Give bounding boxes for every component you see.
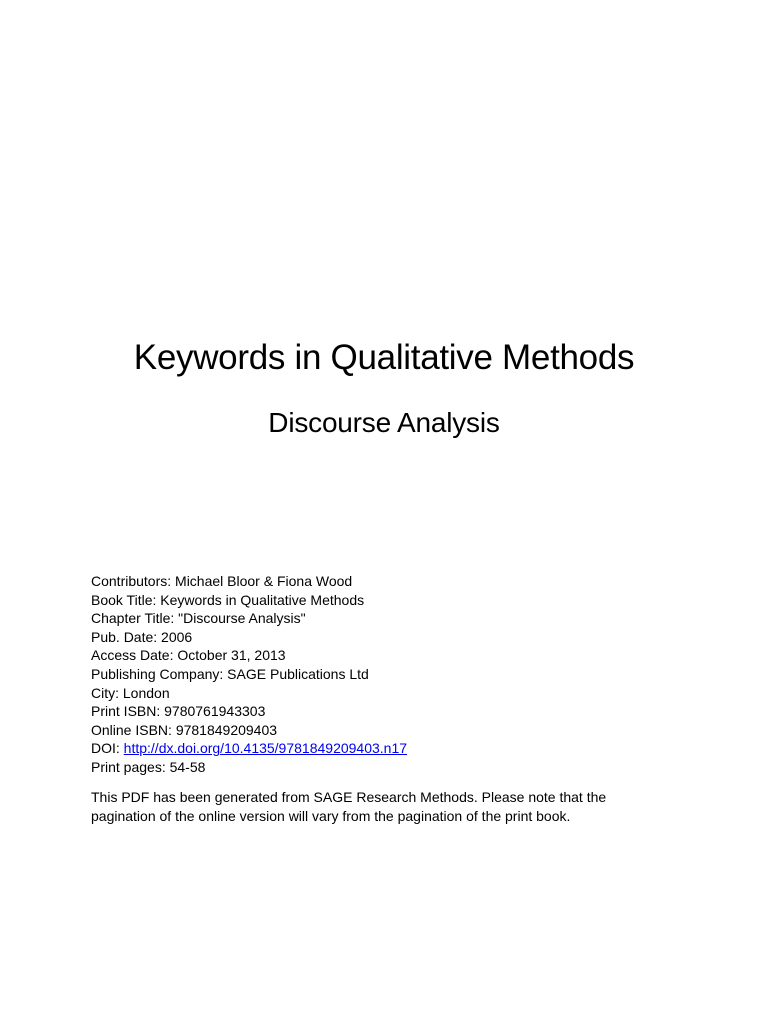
publishing-company-line: Publishing Company: SAGE Publications Ltd [91,665,369,682]
city-line: City: London [91,684,170,701]
chapter-title-line: Chapter Title: "Discourse Analysis" [91,610,306,627]
book-title-line: Book Title: Keywords in Qualitative Methods [91,591,365,608]
doi-line [91,739,407,758]
chapter-title: Discourse Analysis [268,407,500,438]
pagination-note [91,788,711,825]
note-line-1: This PDF has been generated from SAGE Research Methods. Please note that the [91,789,607,805]
book-title: Keywords in Qualitative Methods [133,338,635,377]
doi-link[interactable]: http://dx.doi.org/10.4135/9781849209403.n17 [123,740,408,757]
access-date-line: Access Date: October 31, 2013 [91,647,286,664]
note-line-2: pagination of the online version will vary from the pagination of the print book. [91,807,571,824]
online-isbn-line: Online ISBN: 9781849209403 [91,721,278,738]
contributors-line: Contributors: Michael Bloor & Fiona Wood [91,573,353,589]
citation-metadata [91,572,407,777]
pub-date-line: Pub. Date: 2006 [91,628,193,645]
doi-label: DOI: [91,740,124,757]
print-pages-line: Print pages: 54-58 [91,758,206,775]
print-isbn-line: Print ISBN: 9780761943303 [91,703,266,720]
